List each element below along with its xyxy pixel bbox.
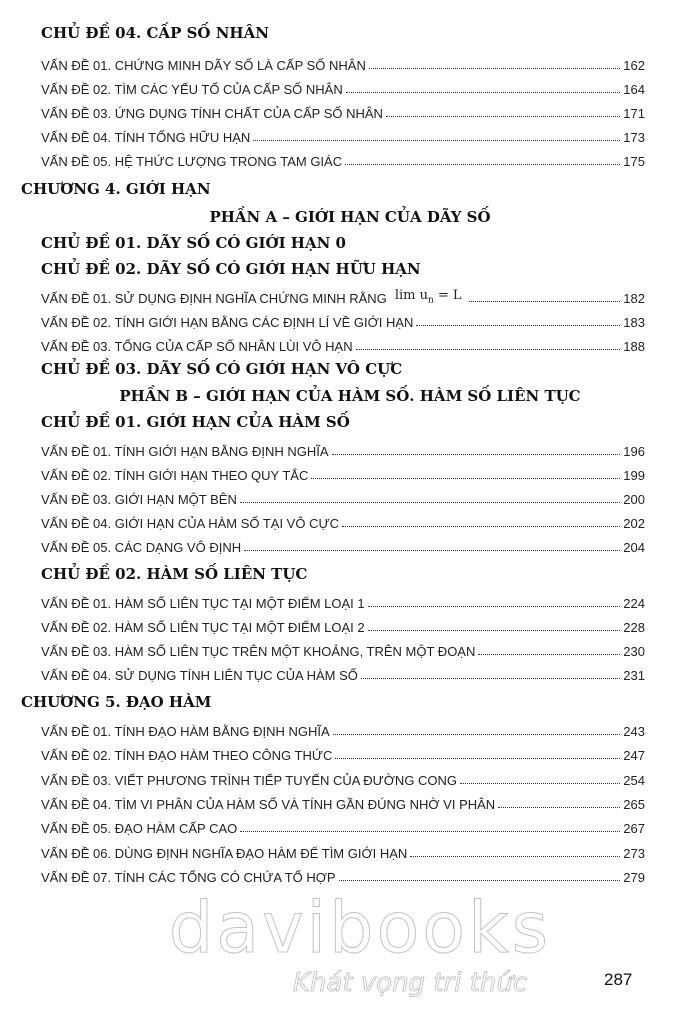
entry-title: VẤN ĐỀ 04. SỬ DỤNG TÍNH LIÊN TỤC CỦA HÀM SỐ xyxy=(41,668,358,683)
entry-title: VẤN ĐỀ 04. TÌM VI PHÂN CỦA HÀM SỐ VÀ TÍNH GẦN ĐÚNG NHỜ VI PHÂN xyxy=(41,797,496,812)
dot-leader xyxy=(410,856,620,857)
dot-leader xyxy=(339,880,621,881)
toc-entry xyxy=(41,334,645,354)
topic-heading: CHỦ ĐỀ 02. HÀM SỐ LIÊN TỤC xyxy=(41,565,308,583)
watermark-logo: davibooks xyxy=(168,887,552,969)
entry-title: VẤN ĐỀ 03. HÀM SỐ LIÊN TỤC TRÊN MỘT KHOẢNG, TRÊN MỘT ĐOẠN xyxy=(41,644,476,659)
toc-entry xyxy=(41,816,645,836)
part-heading: PHẦN A – GIỚI HẠN CỦA DÃY SỐ xyxy=(209,208,491,226)
entry-page-number: 199 xyxy=(623,468,645,483)
dot-leader xyxy=(335,758,620,759)
topic-heading: CHỦ ĐỀ 01. GIỚI HẠN CỦA HÀM SỐ xyxy=(41,413,350,431)
dot-leader xyxy=(386,116,620,117)
toc-entry xyxy=(41,535,645,555)
toc-entry xyxy=(41,487,645,507)
entry-page-number: 273 xyxy=(623,846,645,861)
entry-title: VẤN ĐỀ 02. TÍNH ĐẠO HÀM THEO CÔNG THỨC xyxy=(41,748,333,763)
entry-title: VẤN ĐỀ 03. VIẾT PHƯƠNG TRÌNH TIẾP TUYẾN CỦA ĐƯỜNG CONG xyxy=(41,773,458,788)
entry-page-number: 228 xyxy=(623,620,645,635)
topic-heading: CHỦ ĐỀ 04. CẤP SỐ NHÂN xyxy=(41,24,269,42)
toc-entry xyxy=(41,286,645,306)
topic-heading: CHỦ ĐỀ 03. DÃY SỐ CÓ GIỚI HẠN VÔ CỰC xyxy=(41,360,403,378)
entry-title: VẤN ĐỀ 01. HÀM SỐ LIÊN TỤC TẠI MỘT ĐIỂM LOẠI 1 xyxy=(41,596,365,611)
entry-page-number: 171 xyxy=(623,106,645,121)
entry-title: VẤN ĐỀ 04. GIỚI HẠN CỦA HÀM SỐ TẠI VÔ CỰC xyxy=(41,516,339,531)
topic-heading: CHỦ ĐỀ 02. DÃY SỐ CÓ GIỚI HẠN HỮU HẠN xyxy=(41,260,421,278)
entry-page-number: 183 xyxy=(623,315,645,330)
dot-leader xyxy=(342,526,620,527)
chapter-heading: CHƯƠNG 5. ĐẠO HÀM xyxy=(21,693,212,711)
entry-page-number: 188 xyxy=(623,339,645,354)
dot-leader xyxy=(478,654,620,655)
entry-page-number: 265 xyxy=(623,797,645,812)
entry-page-number: 196 xyxy=(623,444,645,459)
entry-page-number: 254 xyxy=(623,773,645,788)
entry-title: VẤN ĐỀ 03. TỔNG CỦA CẤP SỐ NHÂN LÙI VÔ HẠN xyxy=(41,339,353,354)
entry-title: VẤN ĐỀ 07. TÍNH CÁC TỔNG CÓ CHỨA TỔ HỢP xyxy=(41,870,336,885)
entry-title: VẤN ĐỀ 05. CÁC DẠNG VÔ ĐỊNH xyxy=(41,540,242,555)
entry-title: VẤN ĐỀ 01. TÍNH ĐẠO HÀM BẰNG ĐỊNH NGHĨA xyxy=(41,724,330,739)
toc-entry xyxy=(41,663,645,683)
dot-leader xyxy=(469,301,621,302)
entry-title: VẤN ĐỀ 01. TÍNH GIỚI HẠN BẰNG ĐỊNH NGHĨA xyxy=(41,444,329,459)
entry-title: VẤN ĐỀ 05. HỆ THỨC LƯỢNG TRONG TAM GIÁC xyxy=(41,154,343,169)
entry-title: VẤN ĐỀ 02. TÌM CÁC YẾU TỐ CỦA CẤP SỐ NHÂN xyxy=(41,82,343,97)
toc-entry xyxy=(41,615,645,635)
entry-page-number: 231 xyxy=(623,668,645,683)
entry-formula xyxy=(395,288,462,306)
formula-lim: lim u xyxy=(394,288,428,304)
dot-leader xyxy=(361,678,620,679)
page-number: 287 xyxy=(604,970,633,989)
dot-leader xyxy=(416,325,620,326)
dot-leader xyxy=(356,349,621,350)
toc-entry xyxy=(41,511,645,531)
dot-leader xyxy=(333,734,621,735)
dot-leader xyxy=(368,630,621,631)
formula-tail: = L xyxy=(433,288,462,304)
dot-leader xyxy=(498,807,620,808)
dot-leader xyxy=(244,550,620,551)
entry-title: VẤN ĐỀ 02. TÍNH GIỚI HẠN THEO QUY TẮC xyxy=(41,468,309,483)
toc-entry xyxy=(41,439,645,459)
entry-page-number: 267 xyxy=(623,821,645,836)
toc-entry xyxy=(41,768,645,788)
toc-entry xyxy=(41,101,645,121)
dot-leader xyxy=(460,783,620,784)
entry-page-number: 230 xyxy=(623,644,645,659)
entry-title: VẤN ĐỀ 02. HÀM SỐ LIÊN TỤC TẠI MỘT ĐIỂM LOẠI 2 xyxy=(41,620,365,635)
entry-page-number: 202 xyxy=(623,516,645,531)
part-heading: PHẦN B – GIỚI HẠN CỦA HÀM SỐ. HÀM SỐ LIÊN TỤC xyxy=(119,387,581,405)
topic-heading: CHỦ ĐỀ 01. DÃY SỐ CÓ GIỚI HẠN 0 xyxy=(41,234,346,252)
entry-page-number: 200 xyxy=(623,492,645,507)
entry-page-number: 279 xyxy=(623,870,645,885)
entry-page-number: 224 xyxy=(623,596,645,611)
chapter-heading: CHƯƠNG 4. GIỚI HẠN xyxy=(21,180,211,198)
dot-leader xyxy=(346,92,621,93)
dot-leader xyxy=(345,164,620,165)
toc-entry xyxy=(41,463,645,483)
toc-entry xyxy=(41,841,645,861)
entry-page-number: 243 xyxy=(623,724,645,739)
watermark-tagline: Khát vọng tri thức xyxy=(292,968,528,998)
dot-leader xyxy=(369,68,620,69)
entry-title: VẤN ĐỀ 05. ĐẠO HÀM CẤP CAO xyxy=(41,821,238,836)
entry-page-number: 175 xyxy=(623,154,645,169)
toc-entry xyxy=(41,310,645,330)
entry-page-number: 247 xyxy=(623,748,645,763)
dot-leader xyxy=(311,478,620,479)
toc-entry xyxy=(41,719,645,739)
entry-title: VẤN ĐỀ 03. ỨNG DỤNG TÍNH CHẤT CỦA CẤP SỐ NHÂN xyxy=(41,106,383,121)
entry-page-number: 173 xyxy=(623,130,645,145)
dot-leader xyxy=(240,502,620,503)
toc-entry xyxy=(41,125,645,145)
entry-page-number: 164 xyxy=(623,82,645,97)
entry-title: VẤN ĐỀ 04. TÍNH TỔNG HỮU HẠN xyxy=(41,130,251,145)
entry-title: VẤN ĐỀ 03. GIỚI HẠN MỘT BÊN xyxy=(41,492,237,507)
toc-entry xyxy=(41,639,645,659)
dot-leader xyxy=(368,606,621,607)
toc-entry xyxy=(41,792,645,812)
entry-page-number: 162 xyxy=(623,58,645,73)
toc-entry xyxy=(41,865,645,885)
toc-entry xyxy=(41,149,645,169)
dot-leader xyxy=(240,831,620,832)
dot-leader xyxy=(253,140,620,141)
entry-page-number: 204 xyxy=(623,540,645,555)
toc-entry xyxy=(41,591,645,611)
entry-title: VẤN ĐỀ 01. CHỨNG MINH DÃY SỐ LÀ CẤP SỐ NHÂN xyxy=(41,58,366,73)
toc-entry xyxy=(41,53,645,73)
toc-entry xyxy=(41,743,645,763)
entry-title: VẤN ĐỀ 01. SỬ DỤNG ĐỊNH NGHĨA CHỨNG MINH RẰNG xyxy=(41,291,387,306)
entry-title: VẤN ĐỀ 06. DÙNG ĐỊNH NGHĨA ĐẠO HÀM ĐỂ TÌM GIỚI HẠN xyxy=(41,846,408,861)
formula-subscript: n xyxy=(427,296,434,306)
entry-title: VẤN ĐỀ 02. TÍNH GIỚI HẠN BẰNG CÁC ĐỊNH LÍ VỀ GIỚI HẠN xyxy=(41,315,414,330)
toc-entry xyxy=(41,77,645,97)
entry-page-number: 182 xyxy=(623,291,645,306)
dot-leader xyxy=(332,454,621,455)
